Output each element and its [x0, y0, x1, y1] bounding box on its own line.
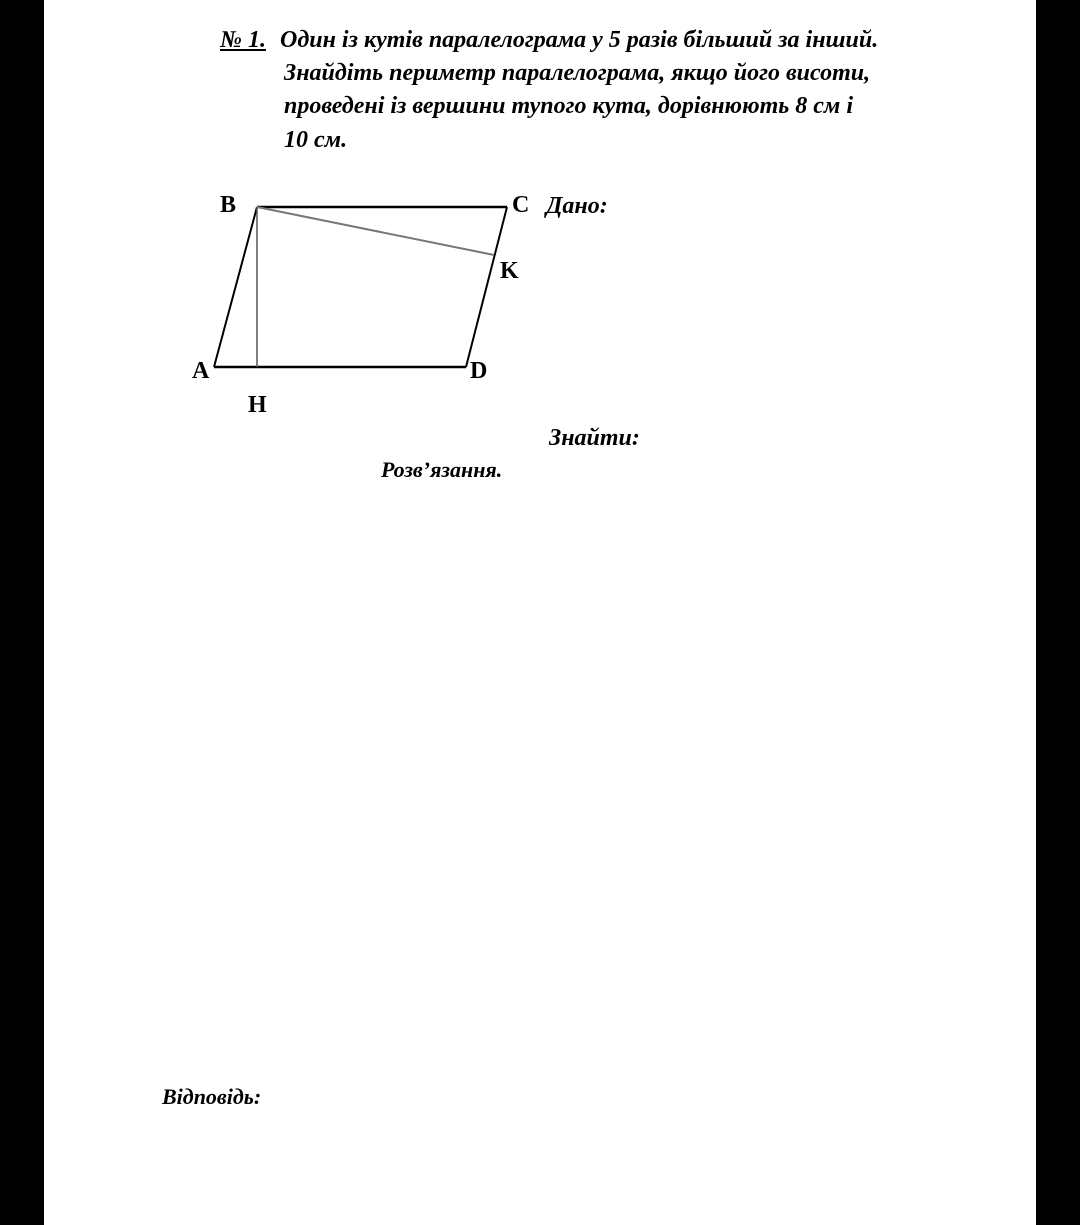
find-label: Знайти: — [549, 425, 640, 451]
vertex-label-a: A — [192, 358, 210, 384]
parallelogram-figure — [44, 0, 1036, 520]
vertex-label-c: C — [512, 192, 530, 218]
answer-label: Відповідь: — [162, 1084, 262, 1109]
problem-text-line-2: Знайдіть периметр паралелограма, якщо його висоти, — [284, 60, 871, 86]
problem-number: № 1. — [220, 27, 266, 53]
vertex-label-h: H — [248, 392, 267, 418]
problem-text-line-3: проведені із вершини тупого кута, дорівнюють 8 см і — [284, 93, 853, 119]
worksheet-page — [44, 0, 1036, 1225]
vertex-label-b: B — [220, 192, 237, 218]
problem-text-line-1: Один із кутів паралелограма у 5 разів більший за інший. — [280, 27, 879, 53]
vertex-label-d: D — [470, 358, 488, 384]
side-cd — [466, 207, 507, 367]
problem-text-line-4: 10 см. — [284, 127, 348, 153]
side-ab — [214, 207, 257, 367]
given-label: Дано: — [546, 193, 608, 219]
solution-label: Розв’язання. — [381, 457, 503, 482]
vertex-label-k: K — [500, 258, 519, 284]
height-bk — [257, 207, 494, 255]
